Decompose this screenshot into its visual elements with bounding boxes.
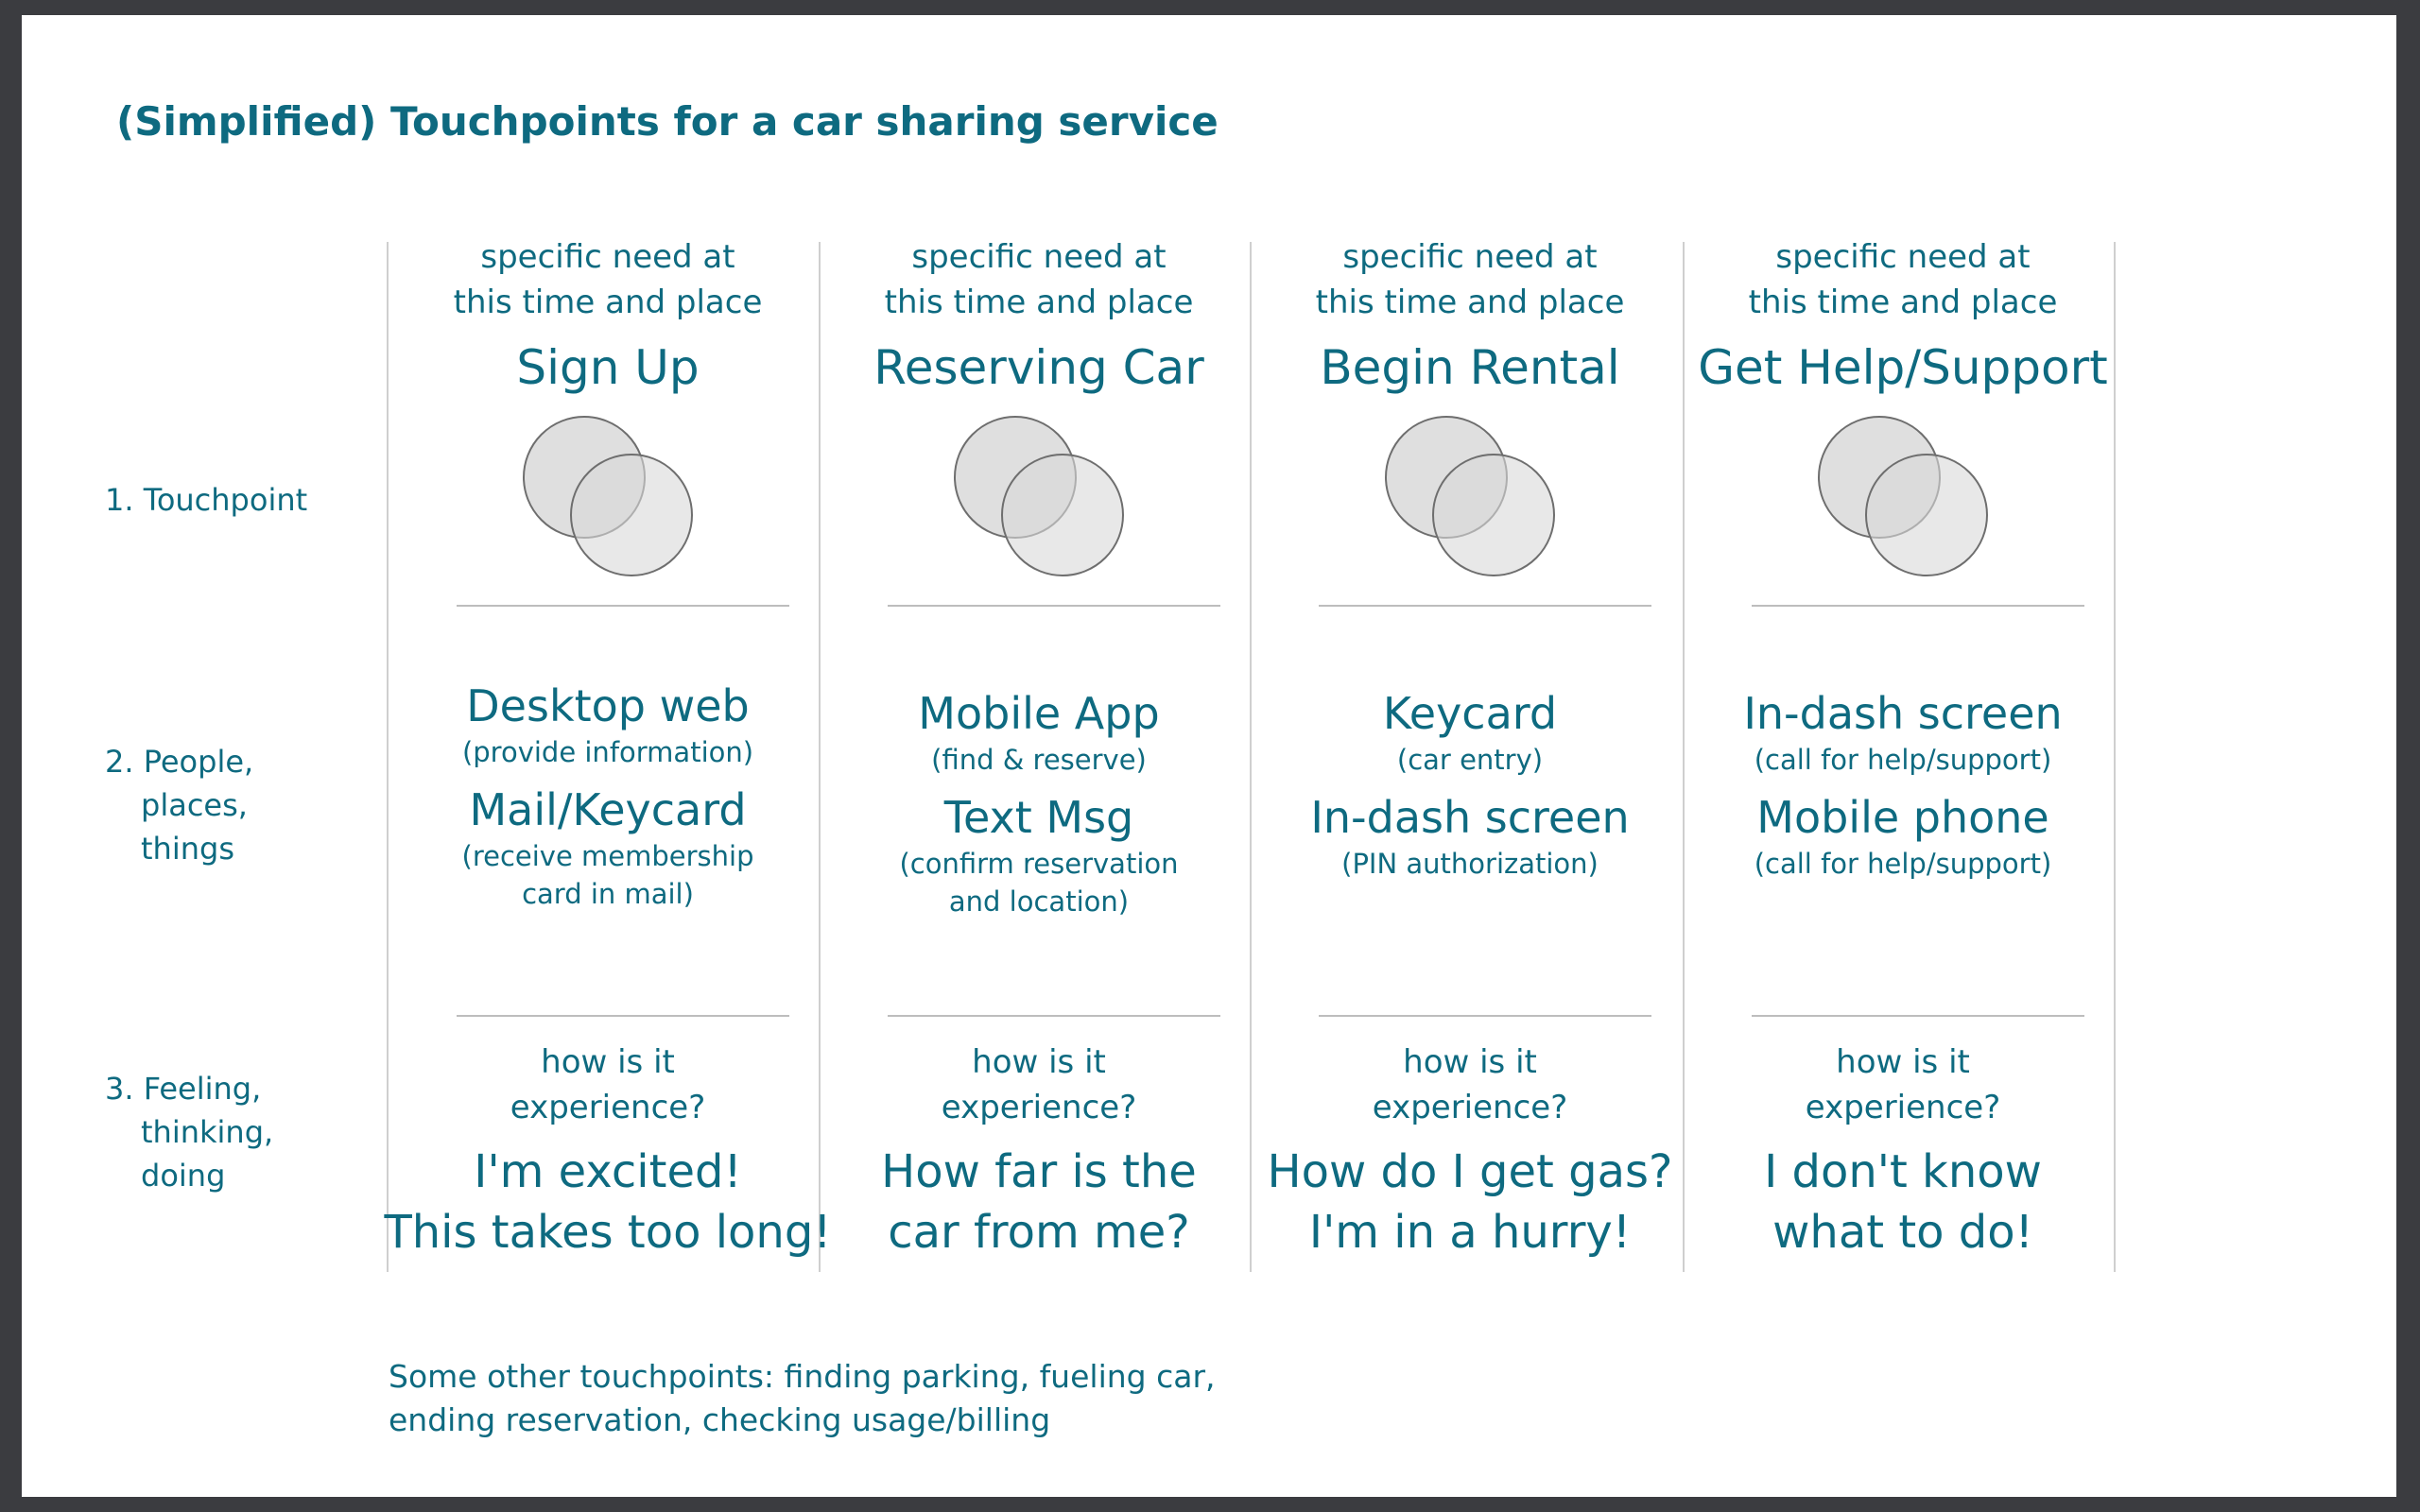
row-label-people-line1: 2. People, (105, 744, 254, 780)
thing-secondary: Mobile phone (1756, 792, 2049, 843)
row-divider (457, 605, 789, 607)
feeling-text (1234, 1142, 1706, 1263)
feel-line2: car from me? (888, 1206, 1190, 1259)
specific-need-label (840, 234, 1237, 325)
row-label-people-line2: places, (141, 787, 248, 823)
overlapping-circles-icon (1385, 416, 1555, 586)
specific-need-label (1704, 234, 2101, 325)
row-divider (1319, 1015, 1651, 1017)
feel-line1: How far is the (881, 1145, 1197, 1198)
footnote-line1: Some other touchpoints: finding parking, fueling car, (389, 1358, 1216, 1395)
feel-line2: what to do! (1772, 1206, 2033, 1259)
feel-line2: I'm in a hurry! (1308, 1206, 1632, 1259)
row-label-touchpoint-text: 1. Touchpoint (105, 482, 308, 518)
overlapping-circles-icon (1818, 416, 1988, 586)
thing-primary: Mobile App (918, 688, 1160, 739)
thing-primary: Keycard (1382, 688, 1558, 739)
touchpoint-name: Reserving Car (873, 340, 1204, 395)
need-line2: this time and place (1315, 284, 1625, 321)
thing-secondary: In-dash screen (1310, 792, 1630, 843)
howis-line2: experience? (941, 1089, 1137, 1126)
overlapping-circles-icon (523, 416, 693, 586)
column-divider (387, 242, 389, 1272)
howis-line2: experience? (510, 1089, 706, 1126)
feel-line2: This takes too long! (384, 1206, 832, 1259)
specific-need-label (1271, 234, 1668, 325)
people-places-things (840, 686, 1237, 932)
slide (22, 15, 2396, 1497)
column-divider (1683, 242, 1685, 1272)
need-line2: this time and place (884, 284, 1194, 321)
page-title: (Simplified) Touchpoints for a car sharing service (116, 98, 1219, 145)
thing-secondary-note-line1: (confirm reservation (899, 848, 1179, 880)
specific-need-label (409, 234, 806, 325)
touchpoint-column-begin-rental (1267, 234, 1673, 1274)
row-divider (1752, 1015, 2084, 1017)
row-label-people (105, 740, 253, 870)
thing-secondary-note-line1: (receive membership (461, 840, 754, 872)
thing-secondary-note-line2: and location) (948, 885, 1130, 918)
thing-primary-note: (find & reserve) (931, 744, 1147, 776)
column-divider (1250, 242, 1252, 1272)
thing-secondary: Mail/Keycard (469, 784, 747, 835)
touchpoint-column-get-help-support (1698, 234, 2108, 1274)
row-divider (1752, 605, 2084, 607)
need-line1: specific need at (1775, 238, 2031, 276)
people-places-things (409, 679, 806, 924)
row-divider (888, 1015, 1220, 1017)
row-divider (888, 605, 1220, 607)
thing-primary-note: (call for help/support) (1754, 744, 2052, 776)
row-label-feeling-line1: 3. Feeling, (105, 1071, 262, 1107)
howis-line2: experience? (1805, 1089, 2001, 1126)
thing-primary: Desktop web (466, 680, 750, 731)
feel-line1: I'm excited! (474, 1145, 742, 1198)
row-label-feeling-line2: thinking, (141, 1114, 274, 1150)
thing-secondary-note-line1: (call for help/support) (1754, 848, 2052, 880)
footnote (389, 1355, 1239, 1442)
need-line1: specific need at (911, 238, 1167, 276)
feeling-text (803, 1142, 1275, 1263)
thing-secondary: Text Msg (943, 792, 1134, 843)
touchpoint-name: Get Help/Support (1698, 340, 2108, 395)
experience-question (1271, 1040, 1668, 1130)
feel-line1: I don't know (1764, 1145, 2042, 1198)
column-divider (2114, 242, 2116, 1272)
row-divider (1319, 605, 1651, 607)
feeling-text (372, 1142, 844, 1263)
thing-secondary-note-line1: (PIN authorization) (1341, 848, 1599, 880)
need-line1: specific need at (480, 238, 735, 276)
thing-primary: In-dash screen (1743, 688, 2063, 739)
row-label-feeling (105, 1067, 273, 1197)
experience-question (1704, 1040, 2101, 1130)
row-label-people-line3: things (141, 831, 234, 867)
feeling-text (1667, 1142, 2139, 1263)
touchpoint-name: Begin Rental (1320, 340, 1620, 395)
need-line2: this time and place (1748, 284, 2058, 321)
thing-primary-note: (provide information) (461, 736, 754, 768)
row-label-touchpoint (105, 478, 307, 522)
row-label-feeling-line3: doing (141, 1158, 226, 1194)
experience-question (409, 1040, 806, 1130)
thing-secondary-note-line2: card in mail) (522, 878, 694, 910)
people-places-things (1271, 686, 1668, 894)
people-places-things (1704, 686, 2101, 894)
howis-line1: how is it (1403, 1043, 1537, 1081)
need-line2: this time and place (453, 284, 763, 321)
thing-primary-note: (car entry) (1396, 744, 1544, 776)
row-divider (457, 1015, 789, 1017)
footnote-line2: ending reservation, checking usage/billing (389, 1401, 1051, 1438)
howis-line1: how is it (1836, 1043, 1970, 1081)
overlapping-circles-icon (954, 416, 1124, 586)
column-divider (819, 242, 821, 1272)
howis-line1: how is it (972, 1043, 1106, 1081)
howis-line1: how is it (541, 1043, 675, 1081)
feel-line1: How do I get gas? (1267, 1145, 1673, 1198)
howis-line2: experience? (1372, 1089, 1568, 1126)
touchpoint-column-sign-up (384, 234, 832, 1274)
experience-question (840, 1040, 1237, 1130)
touchpoint-column-reserving-car (840, 234, 1237, 1274)
need-line1: specific need at (1342, 238, 1598, 276)
touchpoint-name: Sign Up (516, 340, 700, 395)
